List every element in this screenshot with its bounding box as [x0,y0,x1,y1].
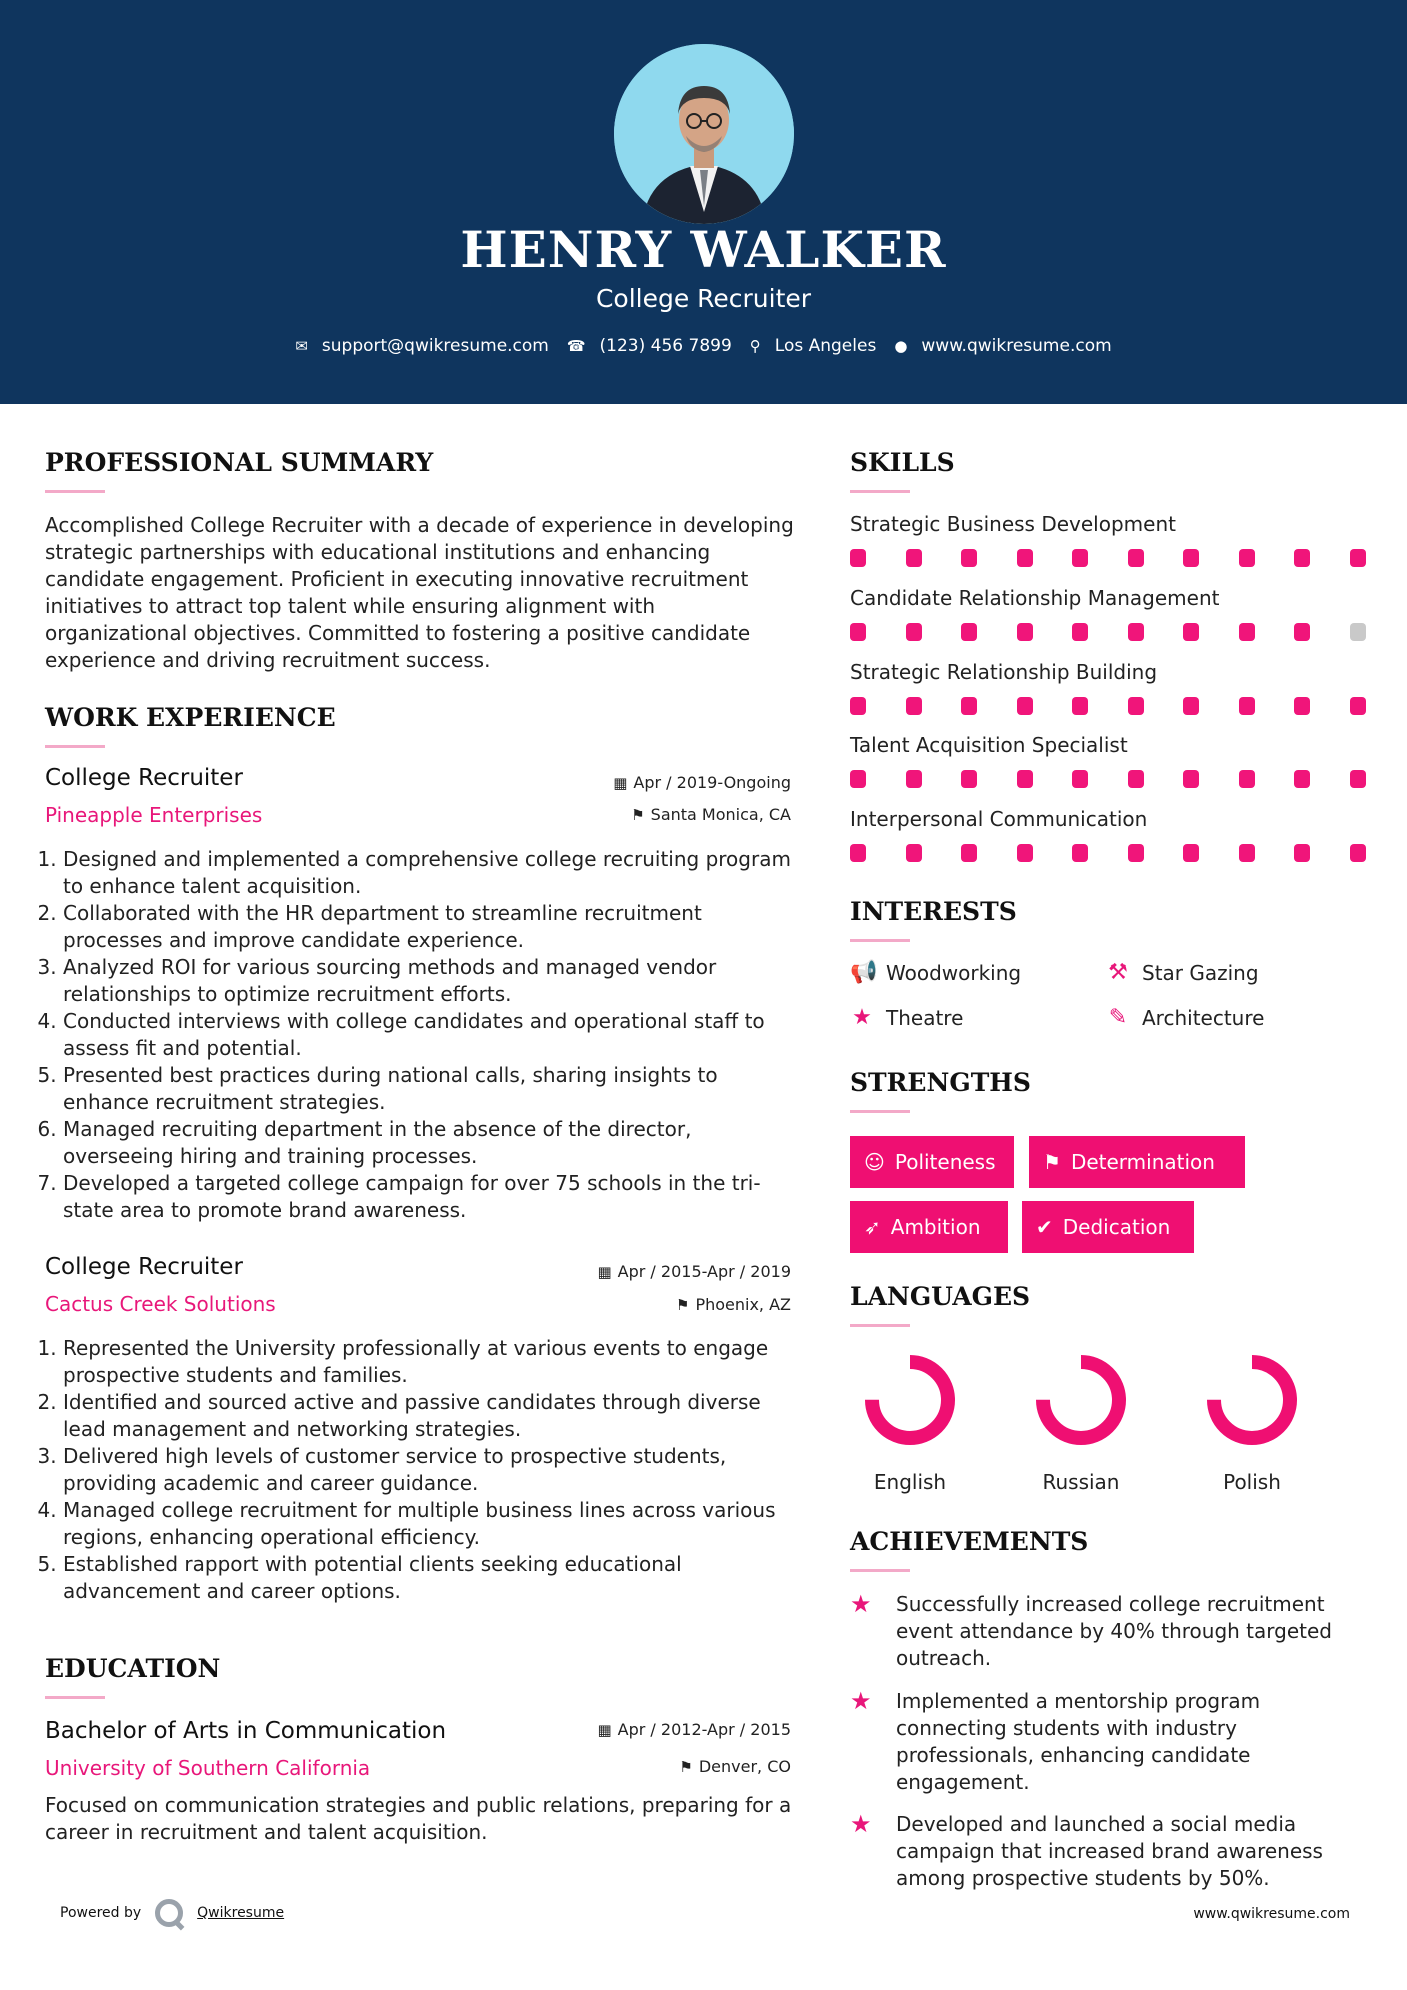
skill-name: Candidate Relationship Management [850,586,1220,610]
education-date: ▦ Apr / 2012-Apr / 2015 [597,1720,791,1739]
contact-website[interactable]: ● www.qwikresume.com [894,336,1112,356]
language-ring [860,1350,960,1450]
skill-dot [850,770,866,788]
strength-chip: ➶ Ambition [850,1201,1008,1253]
skills-title: SKILLS [850,448,955,477]
resume-header [0,0,1407,404]
skill-dot [1294,623,1310,641]
ruler-icon: ✎ [1108,1005,1128,1030]
job-2-company: Cactus Creek Solutions [45,1292,276,1316]
achievement-item: ★ Developed and launched a social media campaign that increased brand awareness among prospective students by 50%. [850,1810,1323,1890]
skill-dot [961,770,977,788]
strength-chip: ⚑ Determination [1029,1136,1245,1188]
megaphone-icon: 📢 [850,960,878,985]
skill-dot [1072,697,1088,715]
pin-icon: ⚑ [675,1296,690,1314]
skill-dot [961,844,977,862]
flag-icon: ⚑ [1043,1150,1061,1174]
calendar-icon: ▦ [597,1263,612,1281]
skill-rating [850,697,1370,715]
contact-email[interactable]: ✉ support@qwikresume.com [295,336,549,356]
skill-dot [1017,770,1033,788]
skill-rating [850,623,1370,641]
footer-website[interactable]: www.qwikresume.com [1193,1906,1350,1922]
achievement-item: ★ Implemented a mentorship program connecting students with industry professionals, enhancing candidate engagement. [850,1687,1261,1794]
skill-dot [1239,697,1255,715]
qwikresume-logo-icon [155,1899,183,1927]
skill-dot [1294,844,1310,862]
shooting-star-icon: ★ [850,1687,872,1715]
skill-name: Interpersonal Communication [850,807,1148,831]
location-pin-icon: ⚲ [749,337,761,355]
list-item: 2. Identified and sourced active and passive candidates through diverse lead management and networking strategies. [63,1389,795,1443]
skill-dot [850,844,866,862]
summary-title: PROFESSIONAL SUMMARY [45,448,434,477]
person-photo-icon [614,44,794,224]
list-item: 2. Collaborated with the HR department to streamline recruitment processes and improve candidate experience. [63,900,795,954]
smile-icon: ☺ [864,1150,885,1174]
languages-title: LANGUAGES [850,1282,1031,1311]
education-location: ⚑ Denver, CO [679,1757,791,1776]
skill-dot [1294,549,1310,567]
contact-phone[interactable]: ☎ (123) 456 7899 [566,336,732,356]
list-item: 5. Established rapport with potential clients seeking educational advancement and career options. [63,1551,795,1605]
phone-icon: ☎ [566,337,586,355]
education-degree: Bachelor of Arts in Communication [45,1718,447,1744]
language-ring-arc [1043,1362,1119,1438]
skill-dot [1183,770,1199,788]
skill-dot [1350,549,1366,567]
shooting-star-icon: ★ [850,1590,872,1618]
skill-dot [1017,549,1033,567]
pin-icon: ⚑ [679,1758,693,1776]
achievements-divider [850,1569,910,1572]
skill-dot [1128,697,1144,715]
skill-dot [1183,549,1199,567]
skill-dot [1072,549,1088,567]
skill-dot [961,549,977,567]
list-item: 5. Presented best practices during national calls, sharing insights to enhance recruitment strategies. [63,1062,795,1116]
interest-item: ⚒ Star Gazing [1106,960,1259,985]
avatar [614,44,794,224]
list-item: 3. Delivered high levels of customer service to prospective students, providing academic and career guidance. [63,1443,795,1497]
skill-dot [850,623,866,641]
interests-title: INTERESTS [850,897,1017,926]
list-item: 4. Managed college recruitment for multiple business lines across various regions, enhancing operational efficiency. [63,1497,795,1551]
language-name: English [873,1470,947,1494]
language-item [1192,1350,1312,1494]
interest-item: 📢 Woodworking [850,960,1022,985]
skill-dot [1350,770,1366,788]
interests-divider [850,939,910,942]
skill-dot [1239,549,1255,567]
job-1-company: Pineapple Enterprises [45,803,263,827]
calendar-icon: ▦ [613,774,628,792]
language-name: Russian [1042,1470,1120,1494]
skill-dot [906,844,922,862]
achievement-item: ★ Successfully increased college recruitment event attendance by 40% through targeted outreach. [850,1590,1332,1670]
skill-dot [1017,623,1033,641]
strengths-divider [850,1110,910,1113]
summary-divider [45,490,105,493]
list-item: 7. Developed a targeted college campaign for over 75 schools in the tri-state area to promote brand awareness. [63,1170,795,1224]
skill-dot [906,770,922,788]
candidate-role: College Recruiter [595,284,812,313]
skill-name: Talent Acquisition Specialist [850,733,1128,757]
skill-rating [850,770,1370,788]
languages-divider [850,1324,910,1327]
check-circle-icon: ✔ [1036,1215,1053,1239]
skill-dot [1239,623,1255,641]
skill-dot [1294,697,1310,715]
skill-dot [1128,770,1144,788]
skill-dot [1183,697,1199,715]
skill-dot [1183,844,1199,862]
strengths-title: STRENGTHS [850,1068,1031,1097]
skill-dot [850,697,866,715]
experience-title: WORK EXPERIENCE [45,703,336,732]
list-item: 3. Analyzed ROI for various sourcing methods and managed vendor relationships to optimize recruitment efforts. [63,954,795,1008]
skill-dot [1017,697,1033,715]
skill-name: Strategic Business Development [850,512,1176,536]
skill-dot [1350,697,1366,715]
skill-dot [1072,770,1088,788]
job-2-location: ⚑ Phoenix, AZ [675,1295,791,1314]
interest-item: ★ Theatre [850,1005,963,1030]
footer-powered-by: Powered by Qwikresume [60,1899,284,1927]
education-school: University of Southern California [45,1756,371,1780]
skill-rating [850,844,1370,862]
globe-icon: ● [894,337,908,355]
skill-dot [1017,844,1033,862]
job-1-location: ⚑ Santa Monica, CA [631,805,791,824]
shooting-star-icon: ★ [850,1810,872,1838]
list-item: 6. Managed recruiting department in the absence of the director, overseeing hiring and training processes. [63,1116,795,1170]
skill-dot [1128,844,1144,862]
skill-dot [1072,844,1088,862]
skills-divider [850,490,910,493]
language-ring-arc [872,1362,948,1438]
skill-dot [1350,844,1366,862]
experience-divider [45,745,105,748]
job-2-bullets [45,1335,795,1605]
strength-chip: ✔ Dedication [1022,1201,1194,1253]
skill-dot [1239,770,1255,788]
strength-chip: ☺ Politeness [850,1136,1014,1188]
skill-dot [1128,623,1144,641]
skill-dot [1294,770,1310,788]
interest-item: ✎ Architecture [1106,1005,1264,1030]
skill-dot [961,623,977,641]
achievements-title: ACHIEVEMENTS [850,1527,1089,1556]
skill-rating [850,549,1370,567]
pin-icon: ⚑ [631,806,645,824]
language-ring-arc [1214,1362,1290,1438]
skill-dot [961,697,977,715]
skill-dot [1072,623,1088,641]
skill-dot [906,623,922,641]
qwikresume-link[interactable]: Qwikresume [197,1905,285,1921]
education-title: EDUCATION [45,1654,221,1683]
skill-dot [906,549,922,567]
job-1-bullets [45,846,795,1224]
skill-name: Strategic Relationship Building [850,660,1158,684]
language-item [1021,1350,1141,1494]
language-name: Polish [1223,1470,1281,1494]
skill-dot [906,697,922,715]
contact-bar [0,336,1407,356]
skill-dot [1183,623,1199,641]
language-ring [1202,1350,1302,1450]
star-icon: ★ [852,1005,872,1030]
contact-location: ⚲ Los Angeles [749,336,877,356]
envelope-icon: ✉ [295,337,308,355]
job-2-title: College Recruiter [45,1254,243,1280]
rocket-icon: ➶ [864,1215,881,1239]
language-item [850,1350,970,1494]
job-1-title: College Recruiter [45,765,243,791]
skill-dot [1239,844,1255,862]
skill-dot [1350,623,1366,641]
language-ring [1031,1350,1131,1450]
skill-dot [850,549,866,567]
education-divider [45,1696,105,1699]
job-1-date: ▦ Apr / 2019-Ongoing [613,773,791,792]
summary-text: Accomplished College Recruiter with a decade of experience in developing strategic partnerships with educational institutions and enhancing candidate engagement. Proficient in executing innovative recruitment initiatives to attract top talent while ensuring alignment with organizational objectives. Committed to fostering a positive candidate experience and driving recruitment success. [45,513,794,672]
education-text: Focused on communication strategies and public relations, preparing for a career in recruitment and talent acquisition. [45,1793,792,1844]
skill-dot [1128,549,1144,567]
gavel-icon: ⚒ [1108,960,1128,985]
job-2-date: ▦ Apr / 2015-Apr / 2019 [597,1262,791,1281]
candidate-name: HENRY WALKER [460,220,947,279]
calendar-icon: ▦ [597,1721,612,1739]
list-item: 1. Represented the University professionally at various events to engage prospective students and families. [63,1335,795,1389]
list-item: 1. Designed and implemented a comprehensive college recruiting program to enhance talent acquisition. [63,846,795,900]
list-item: 4. Conducted interviews with college candidates and operational staff to assess fit and potential. [63,1008,795,1062]
